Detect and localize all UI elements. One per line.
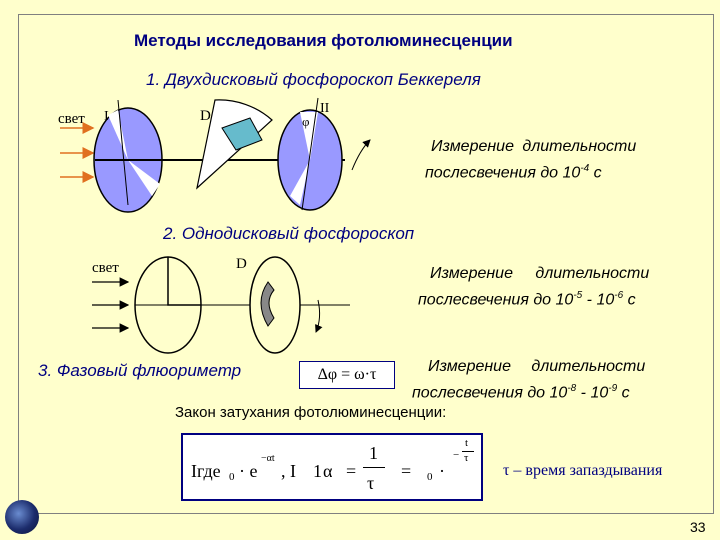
- method-1-measure-line1: Измерение длительности: [431, 138, 637, 155]
- formula-exp-sup: −αt: [261, 453, 275, 464]
- formula-frac-num: 1: [369, 443, 378, 463]
- method-2-heading: 2. Однодисковый фосфороскоп: [163, 224, 415, 243]
- phi-label: φ: [302, 114, 310, 129]
- method-3-heading: 3. Фазовый флюориметр: [38, 361, 242, 380]
- formula-frac-den: τ: [367, 473, 375, 493]
- method-1-measure-line2: послесвечения до $10^{-4}$ с: [425, 163, 602, 182]
- disk-one-label: I: [104, 109, 109, 124]
- method-1-diagram: [58, 98, 370, 212]
- formula-sup-sign: −: [453, 449, 460, 461]
- light-label-2: свет: [92, 260, 119, 276]
- method-2-measure-line2: послесвечения до $10^{-5} - 10^{-6}$ с: [418, 290, 636, 309]
- formula-eq: =: [346, 461, 357, 481]
- page-number: 33: [690, 519, 706, 535]
- formula-alpha: α: [323, 461, 333, 481]
- phase-formula: Δφ = ω·τ: [299, 361, 395, 389]
- formula-exp: · e: [239, 461, 258, 481]
- decay-law-label: Закон затухания фотолюминесценции:: [175, 404, 447, 421]
- formula-one: 1: [313, 461, 322, 481]
- disk-two-label: II: [320, 101, 330, 116]
- formula-sub0b: 0: [427, 471, 433, 483]
- method-3-measure-line2: послесвечения до $10^{-8} - 10^{-9}$ с: [412, 383, 630, 402]
- method-3-measure-line1: Измерение длительности: [428, 358, 646, 375]
- sample-label-2: D: [236, 256, 247, 272]
- formula-lhs: Iгде: [191, 461, 221, 481]
- formula-dot: ·: [439, 461, 445, 481]
- slide-title: Методы исследования фотолюминесценции: [134, 31, 513, 50]
- formula-sub0: 0: [229, 471, 235, 483]
- rotation-arrow-1: [352, 140, 370, 170]
- sample-ring: [250, 257, 300, 353]
- method-1-heading: 1. Двухдисковый фосфороскоп Беккереля: [146, 70, 481, 89]
- tau-note: τ – время запаздывания: [503, 462, 663, 479]
- method-2-measure-line1: Измерение длительности: [430, 265, 650, 282]
- formula-mid: , I: [281, 461, 296, 481]
- sample-label-1: D: [200, 108, 211, 124]
- formula-eq2: =: [401, 461, 412, 481]
- method-2-diagram: [92, 256, 350, 353]
- formula-sup-den: τ: [464, 452, 469, 464]
- light-label-1: свет: [58, 111, 85, 127]
- formula-sup-num: t: [465, 437, 469, 449]
